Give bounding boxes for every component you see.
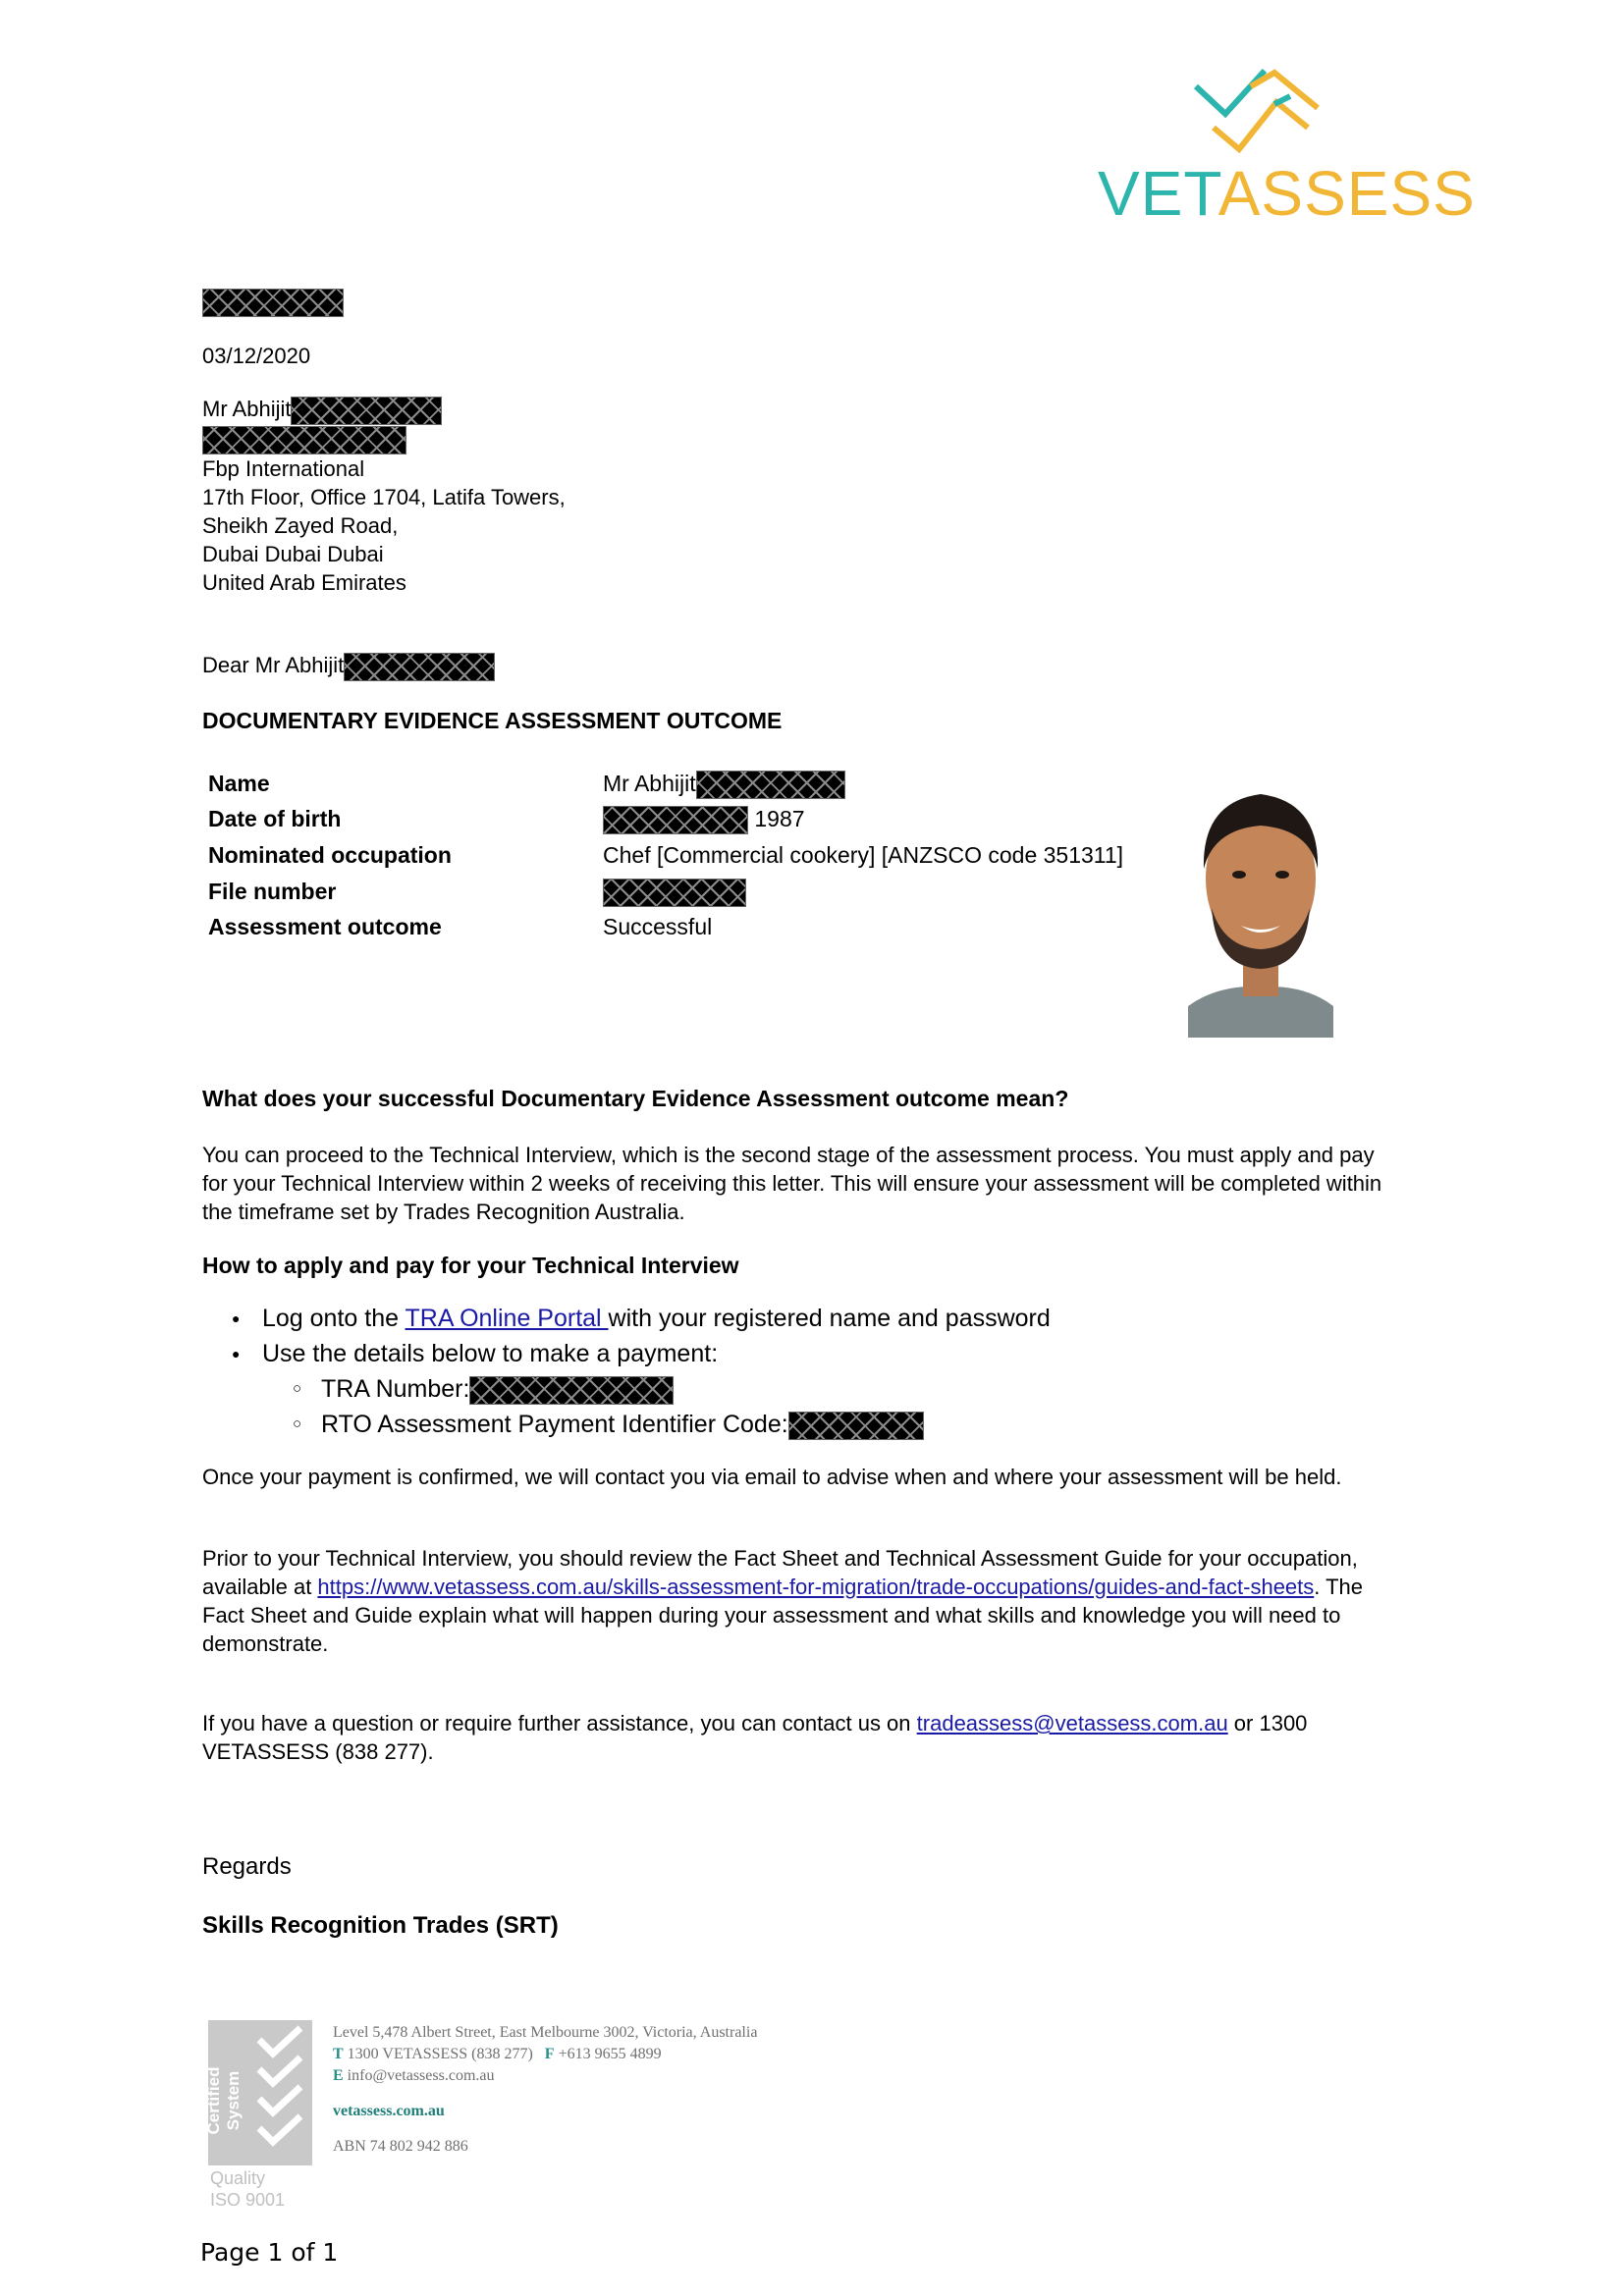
signature: Skills Recognition Trades (SRT) xyxy=(202,1912,559,1939)
address-line: United Arab Emirates xyxy=(202,570,406,596)
logo-text-assess: ASSESS xyxy=(1217,158,1476,229)
sub-list-item: ○ RTO Assessment Payment Identifier Code: xyxy=(202,1407,1380,1442)
vetassess-logo xyxy=(1098,65,1476,232)
redacted-surname xyxy=(291,397,442,425)
footer-email: E info@vetassess.com.au xyxy=(333,2067,495,2084)
file-number-label: File number xyxy=(208,879,337,904)
payment-instructions-list xyxy=(202,1301,1380,1442)
regards: Regards xyxy=(202,1853,292,1880)
outcome-value: Successful xyxy=(603,914,713,939)
footer-phone-fax: T 1300 VETASSESS (838 277) F +613 9655 4899 xyxy=(333,2046,662,2062)
tradeassess-email-link[interactable]: tradeassess@vetassess.com.au xyxy=(916,1711,1228,1735)
redacted-line xyxy=(202,426,406,454)
recipient-name: Mr Abhijit xyxy=(202,397,292,421)
quality-certification-badge xyxy=(204,2020,314,2216)
applicant-photo xyxy=(1188,761,1333,1038)
sub-list-item: ○ TRA Number: xyxy=(202,1371,1380,1407)
file-number-value xyxy=(603,878,746,907)
section-heading-outcome-meaning: What does your successful Documentary Evidence Assessment outcome mean? xyxy=(202,1086,1069,1111)
footer-website[interactable]: vetassess.com.au xyxy=(333,2103,445,2119)
review-guide-paragraph: Prior to your Technical Interview, you should review the Fact Sheet and Technical Assessment Guide for your occupation, available at https://www.vetassess.com.au/skills-assessment-for-migration/trade-occupations/guides-and-fact-sheets. The Fact Sheet and Guide explain what will happen during your assessment and what skills and knowledge you will need to demonstrate. xyxy=(202,1546,1364,1656)
logo-text-vet: VET xyxy=(1098,158,1218,229)
occupation-label: Nominated occupation xyxy=(208,842,452,868)
contact-paragraph: If you have a question or require further assistance, you can contact us on tradeassess@vetassess.com.au or 1300 VETASSESS (838 277). xyxy=(202,1711,1308,1764)
section-body-outcome-meaning: You can proceed to the Technical Interview, which is the second stage of the assessment process. You must apply and pay for your Technical Interview within 2 weeks of receiving this letter. This will ensure your assessment will be completed within the timeframe set by Trades Recognition Australia. xyxy=(202,1143,1382,1224)
letter-date: 03/12/2020 xyxy=(202,344,311,368)
redacted-surname xyxy=(696,771,845,799)
checkmarks-icon xyxy=(251,2024,310,2162)
footer-contact-block xyxy=(333,2022,757,2158)
redacted-tra-number xyxy=(469,1376,674,1405)
footer-address: Level 5,478 Albert Street, East Melbourne 3002, Victoria, Australia xyxy=(333,2024,758,2041)
redacted-reference xyxy=(202,289,344,317)
iso-text: ISO 9001 xyxy=(210,2190,286,2210)
list-item: ● Use the details below to make a payment: xyxy=(202,1336,1380,1371)
recipient-block xyxy=(202,395,566,597)
tra-online-portal-link[interactable]: TRA Online Portal xyxy=(405,1305,609,1332)
letter-heading: DOCUMENTARY EVIDENCE ASSESSMENT OUTCOME xyxy=(202,708,783,733)
address-line: 17th Floor, Office 1704, Latifa Towers, xyxy=(202,485,566,510)
outcome-label: Assessment outcome xyxy=(208,914,442,939)
section-heading-apply-pay: How to apply and pay for your Technical Interview xyxy=(202,1253,739,1278)
name-value: Mr Abhijit xyxy=(603,770,845,799)
address-line: Sheikh Zayed Road, xyxy=(202,513,399,539)
quality-text: Quality xyxy=(210,2168,266,2188)
details-table xyxy=(0,770,1178,956)
vetassess-logo-mark-icon xyxy=(1192,65,1329,159)
redacted-payment-code xyxy=(788,1412,924,1440)
address-line: Dubai Dubai Dubai xyxy=(202,542,384,567)
list-item: ● Log onto the TRA Online Portal with your registered name and password xyxy=(202,1301,1380,1336)
redacted-file-number xyxy=(603,879,746,907)
address-line: Fbp International xyxy=(202,456,365,482)
occupation-value: Chef [Commercial cookery] [ANZSCO code 351311] xyxy=(603,842,1124,868)
payment-confirmation-paragraph: Once your payment is confirmed, we will contact you via email to advise when and where your assessment will be held. xyxy=(202,1465,1342,1489)
salutation: Dear Mr Abhijit xyxy=(202,651,495,681)
redacted-dob xyxy=(603,806,748,834)
dob-label: Date of birth xyxy=(208,806,342,831)
applicant-portrait-icon xyxy=(1188,761,1333,1038)
guides-fact-sheets-link[interactable]: https://www.vetassess.com.au/skills-assessment-for-migration/trade-occupations/guides-and-fact-sheets xyxy=(317,1575,1315,1599)
footer-abn: ABN 74 802 942 886 xyxy=(333,2138,468,2155)
certified-system-text: Certified System xyxy=(204,2066,243,2135)
dob-value: 1987 xyxy=(603,805,805,834)
name-label: Name xyxy=(208,771,270,796)
page-number: Page 1 of 1 xyxy=(200,2238,339,2267)
redacted-surname xyxy=(344,653,495,681)
